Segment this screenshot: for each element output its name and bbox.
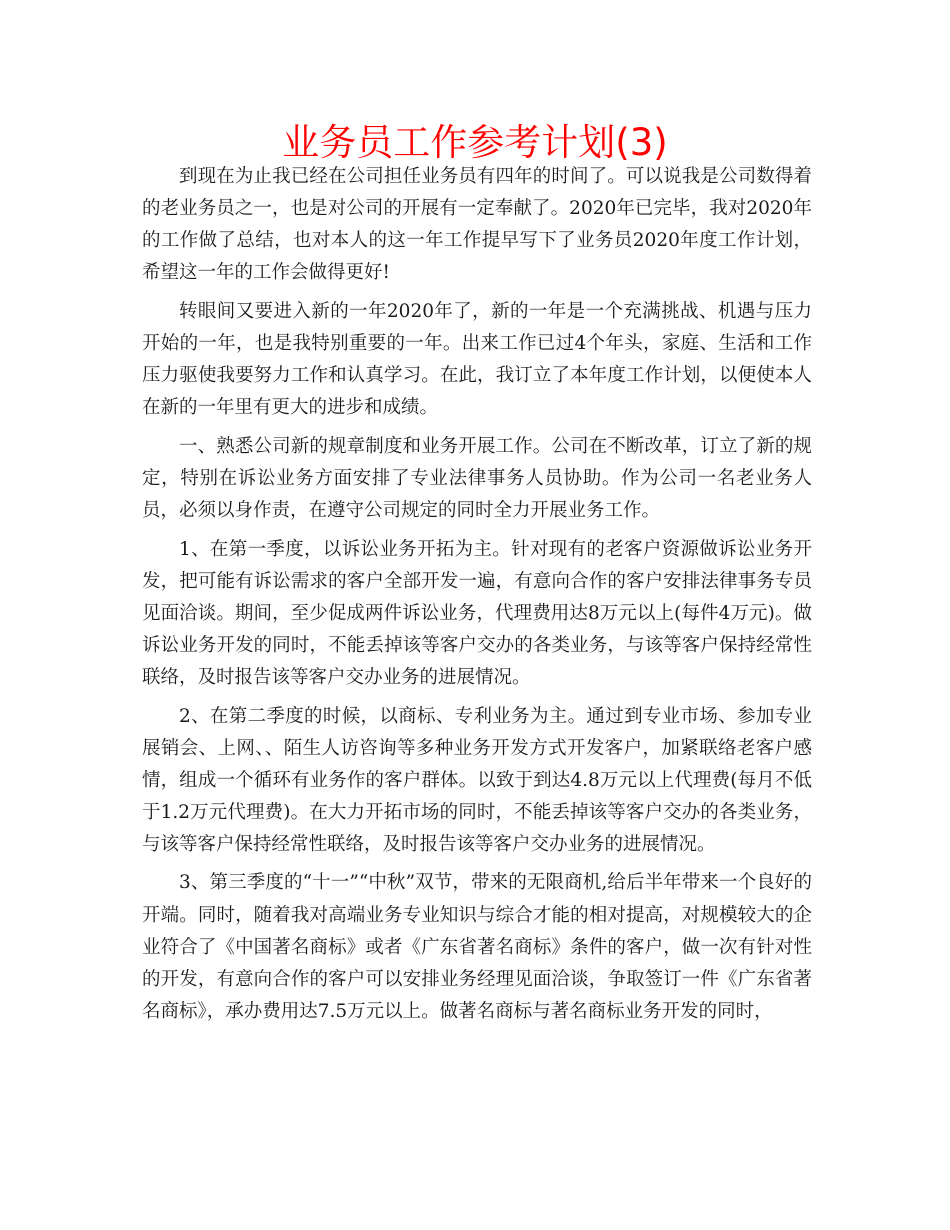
paragraph-intro: 到现在为止我已经在公司担任业务员有四年的时间了。可以说我是公司数得着的老业务员之一，也是对公司的开展有一定奉献了。2020年已完毕，我对2020年的工作做了总结，也对本人的这一年工作提早写下了业务员2020年度工作计划，希望这一年的工作会做得更好! (142, 166, 812, 284)
document-title: 业务员工作参考计划(3) (282, 121, 668, 164)
document-body (142, 161, 812, 1034)
paragraph-section-one: 一、熟悉公司新的规章制度和业务开展工作。公司在不断改革，订立了新的规定，特别在诉讼业务方面安排了专业法律事务人员协助。作为公司一名老业务人员，必须以身作责，在遵守公司规定的同时全力开展业务工作。 (142, 435, 812, 521)
paragraph-new-year: 转眼间又要进入新的一年2020年了，新的一年是一个充满挑战、机遇与压力开始的一年，也是我特别重要的一年。出来工作已过4个年头，家庭、生活和工作压力驱使我要努力工作和认真学习。在此，我订立了本年度工作计划，以便使本人在新的一年里有更大的进步和成绩。 (142, 300, 812, 419)
paragraph-q1: 1、在第一季度，以诉讼业务开拓为主。针对现有的老客户资源做诉讼业务开发，把可能有诉讼需求的客户全部开发一遍，有意向合作的客户安排法律事务专员见面洽谈。期间，至少促成两件诉讼业务，代理费用达8万元以上(每件4万元)。做诉讼业务开发的同时，不能丢掉该等客户交办的各类业务，与该等客户保持经常性联络，及时报告该等客户交办业务的进展情况。 (142, 538, 812, 688)
paragraph-q3: 3、第三季度的“十一”“中秋”双节，带来的无限商机,给后半年带来一个良好的开端。同时，随着我对高端业务专业知识与综合才能的相对提高，对规模较大的企业符合了《中国著名商标》或者《广东省著名商标》条件的客户，做一次有针对性的开发，有意向合作的客户可以安排业务经理见面洽谈，争取签订一件《广东省著名商标》，承办费用达7.5万元以上。做著名商标与著名商标业务开发的同时， (142, 872, 812, 1022)
paragraph-q2: 2、在第二季度的时候，以商标、专利业务为主。通过到专业市场、参加专业展销会、上网、、陌生人访咨询等多种业务开发方式开发客户，加紧联络老客户感情，组成一个循环有业务作的客户群体。以致于到达4.8万元以上代理费(每月不低于1.2万元代理费)。在大力开拓市场的同时，不能丢掉该等客户交办的各类业务，与该等客户保持经常性联络，及时报告该等客户交办业务的进展情况。 (142, 705, 812, 855)
